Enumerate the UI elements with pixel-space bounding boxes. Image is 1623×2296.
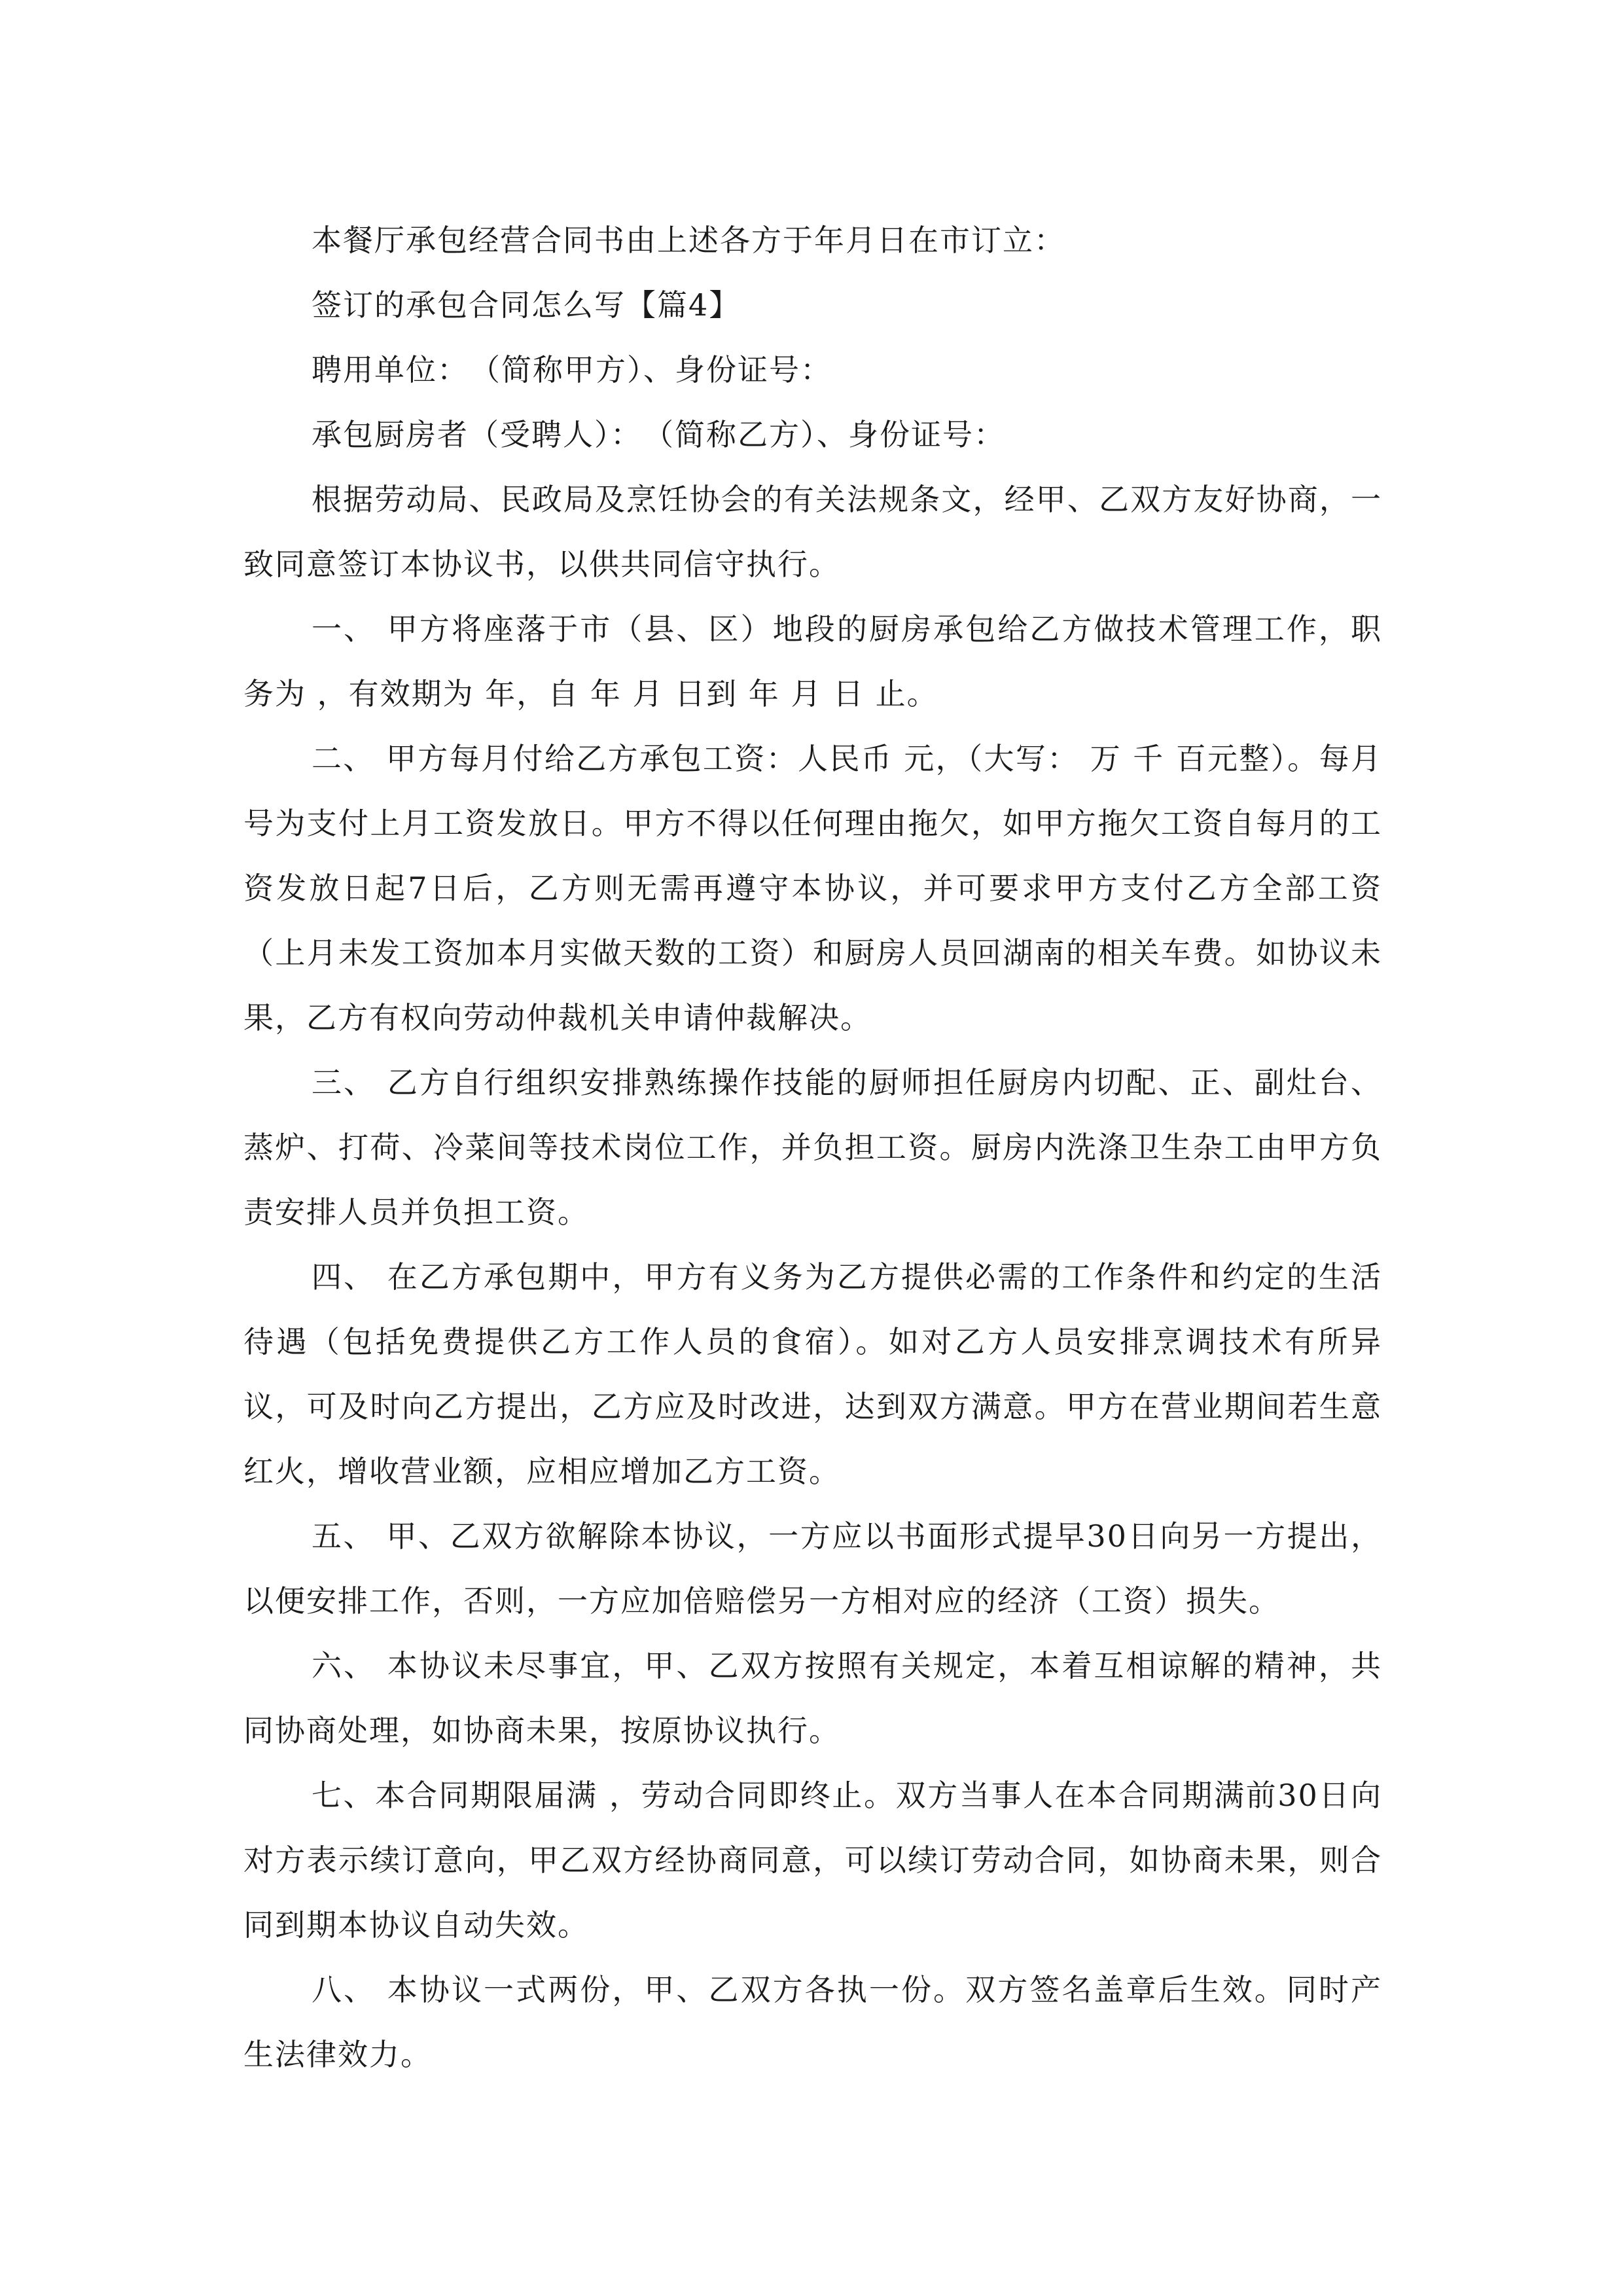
paragraph-employer: 聘用单位： （简称甲方）、身份证号： [312,352,832,387]
clause-6: 六、 本协议未尽事宜，甲、乙双方按照有关规定，本着互相谅解的精神，共同协商处理，如协商未果，按原协议执行。 [243,1648,1382,1748]
clause-2: 二、 甲方每月付给乙方承包工资：人民币 元，（大写： 万 千 百元整）。每月 号为支付上月工资发放日。甲方不得以任何理由拖欠，如甲方拖欠工资自每月的工资发放日起7日后，乙方则无需再遵守本协议，并可要求甲方支付乙方全部工资（上月未发工资加本月实做天数的工资）和厨房人员回湖南的相关车费。如协议未果，乙方有权向劳动仲裁机关申请仲裁解决。 [243,741,1382,1035]
section-heading: 签订的承包合同怎么写【篇4】 [312,287,741,323]
clause-1: 一、 甲方将座落于市（县、区）地段的厨房承包给乙方做技术管理工作，职务为 ，有效期为 年，自 年 月 日到 年 月 日 止。 [243,611,1382,711]
clause-7: 七、本合同期限届满 ，劳动合同即终止。双方当事人在本合同期满前30日向对方表示续订意向，甲乙双方经协商同意，可以续订劳动合同，如协商未果，则合同到期本协议自动失效。 [243,1778,1382,1943]
paragraph-signing-statement: 本餐厅承包经营合同书由上述各方于年月日在市订立： [312,223,1065,258]
clause-8: 八、 本协议一式两份，甲、乙双方各执一份。双方签名盖章后生效。同时产生法律效力。 [243,1972,1382,2072]
clause-3: 三、 乙方自行组织安排熟练操作技能的厨师担任厨房内切配、正、副灶台、蒸炉、打荷、冷菜间等技术岗位工作，并负担工资。厨房内洗涤卫生杂工由甲方负责安排人员并负担工资。 [243,1065,1382,1230]
paragraph-contractor: 承包厨房者（受聘人）： （简称乙方）、身份证号： [312,417,1005,452]
clause-4: 四、 在乙方承包期中，甲方有义务为乙方提供必需的工作条件和约定的生活待遇（包括免费提供乙方工作人员的食宿）。如对乙方人员安排烹调技术有所异议，可及时向乙方提出，乙方应及时改进，达到双方满意。甲方在营业期间若生意红火，增收营业额，应相应增加乙方工资。 [243,1259,1382,1489]
paragraph-preamble: 根据劳动局、民政局及烹饪协会的有关法规条文，经甲、乙双方友好协商，一致同意签订本协议书，以供共同信守执行。 [243,482,1382,582]
document-body [243,208,1382,2087]
clause-5: 五、 甲、乙双方欲解除本协议，一方应以书面形式提早30日向另一方提出，以便安排工作，否则，一方应加倍赔偿另一方相对应的经济（工资）损失。 [243,1518,1382,1619]
